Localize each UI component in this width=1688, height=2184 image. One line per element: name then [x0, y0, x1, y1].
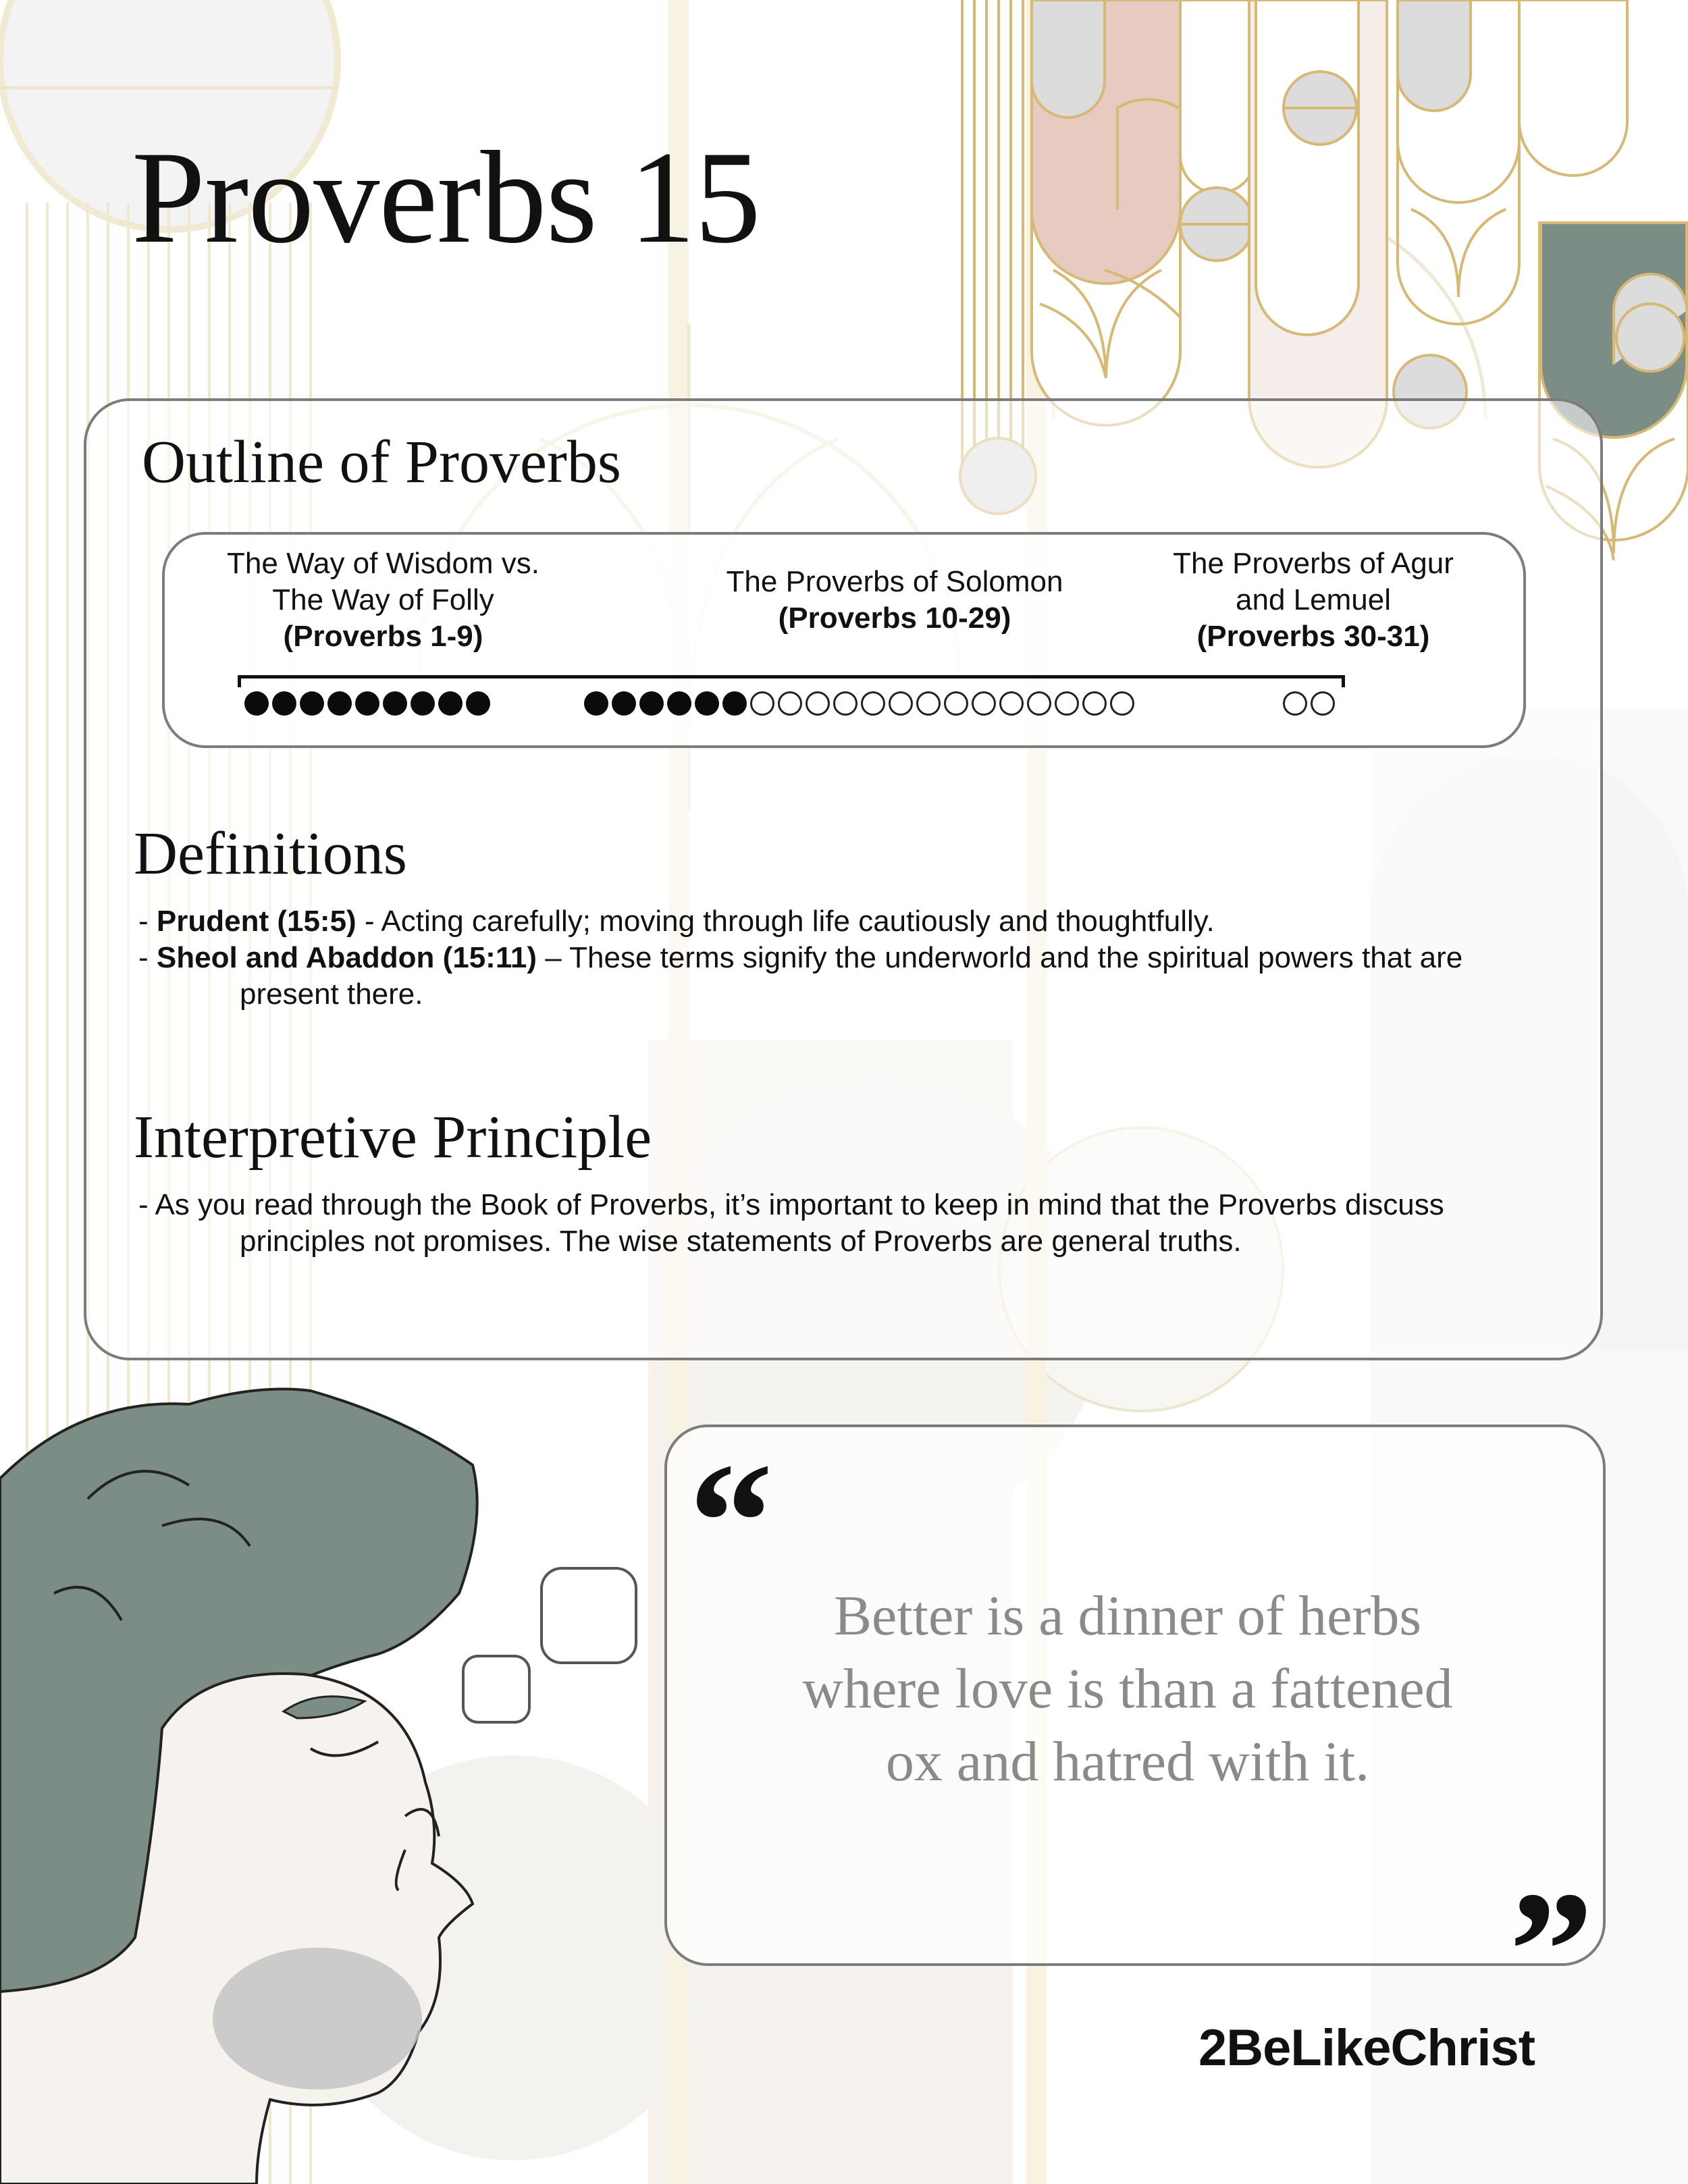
principle-text-block: - As you read through the Book of Proverbs, it’s important to keep in mind that the Proverbs discuss principles not promises. The wise statements of Proverbs are general truths.: [138, 1187, 1523, 1260]
outline-section-ref: (Proverbs 10-29): [778, 602, 1011, 635]
chapter-dot-filled: [612, 691, 636, 716]
definition-item: - Sheol and Abaddon (15:11) – These terms signify the underworld and the spiritual powers that are present there.: [138, 940, 1523, 1013]
chapter-dot-empty: [806, 691, 830, 716]
chapter-dots-group-3: [1283, 691, 1335, 716]
quote-line: ox and hatred with it.: [885, 1730, 1370, 1793]
chapter-dots-group-2: [584, 691, 1134, 716]
chapter-dot-filled: [722, 691, 747, 716]
outline-section-ref: (Proverbs 30-31): [1196, 620, 1430, 653]
thought-bubble-small: [463, 1656, 529, 1722]
chapter-dot-filled: [272, 691, 296, 716]
definition-text-continued: present there.: [240, 978, 423, 1011]
outline-section-label: and Lemuel: [1236, 583, 1391, 616]
definitions-heading: Definitions: [134, 820, 407, 887]
chapter-dot-filled: [438, 691, 463, 716]
chapter-dot-empty: [778, 691, 802, 716]
outline-section-label: The Way of Folly: [272, 583, 494, 616]
chapter-dot-filled: [584, 691, 608, 716]
chapter-dot-filled: [383, 691, 407, 716]
outline-bracket: [238, 675, 1345, 687]
quote-text: [743, 1580, 1512, 1799]
chapter-dot-empty: [833, 691, 858, 716]
chapter-dot-filled: [466, 691, 490, 716]
chapter-dot-empty: [916, 691, 941, 716]
quote-line: where love is than a fattened: [802, 1657, 1453, 1720]
principle-text: As you read through the Book of Proverbs, it’s important to keep in mind that the Proverbs discuss: [155, 1188, 1444, 1221]
chapter-dot-empty: [889, 691, 913, 716]
chapter-dot-empty: [1110, 691, 1134, 716]
outline-section-label: The Proverbs of Agur: [1173, 547, 1454, 580]
thought-bubble-large: [542, 1568, 636, 1663]
outline-section-agur: [1148, 545, 1479, 655]
chapter-dot-filled: [355, 691, 379, 716]
chapter-dot-filled: [411, 691, 435, 716]
chapter-dot-filled: [639, 691, 664, 716]
chapter-dot-filled: [667, 691, 691, 716]
definition-item: - Prudent (15:5) - Acting carefully; moving through life cautiously and thoughtfully.: [138, 905, 1215, 938]
page-title: Proverbs 15: [132, 124, 760, 271]
chapter-dot-filled: [327, 691, 352, 716]
chapter-dot-empty: [1027, 691, 1051, 716]
chapter-dot-empty: [861, 691, 885, 716]
outline-section-wisdom: [223, 545, 544, 655]
chapter-dot-empty: [1082, 691, 1107, 716]
chapter-dot-empty: [1283, 691, 1307, 716]
chapter-dot-empty: [750, 691, 774, 716]
definition-text: These terms signify the underworld and the spiritual powers that are: [569, 941, 1463, 974]
chapter-dots-group-1: [244, 691, 490, 716]
outline-heading: Outline of Proverbs: [142, 429, 621, 496]
brand-name: 2BeLikeChrist: [1198, 2019, 1535, 2077]
principle-heading: Interpretive Principle: [134, 1104, 652, 1171]
close-quote-mark: ”: [1509, 1857, 1593, 2044]
open-quote-mark: “: [689, 1429, 773, 1616]
chapter-dot-filled: [244, 691, 269, 716]
chapter-dot-empty: [944, 691, 968, 716]
chapter-dot-empty: [999, 691, 1024, 716]
chapter-dot-empty: [1055, 691, 1079, 716]
definition-term: Prudent (15:5): [156, 905, 357, 938]
principle-text-continued: principles not promises. The wise statements of Proverbs are general truths.: [240, 1225, 1242, 1258]
outline-section-ref: (Proverbs 1-9): [283, 620, 483, 653]
chapter-dot-empty: [1311, 691, 1335, 716]
outline-section-solomon: [689, 564, 1101, 637]
outline-section-label: The Way of Wisdom vs.: [227, 547, 539, 580]
definition-term: Sheol and Abaddon (15:11): [156, 941, 537, 974]
outline-section-label: The Proverbs of Solomon: [726, 565, 1063, 598]
chapter-dot-filled: [695, 691, 719, 716]
chapter-dot-filled: [300, 691, 324, 716]
chapter-dot-empty: [972, 691, 996, 716]
definition-text: Acting carefully; moving through life cautiously and thoughtfully.: [381, 905, 1215, 938]
quote-line: Better is a dinner of herbs: [833, 1584, 1422, 1647]
